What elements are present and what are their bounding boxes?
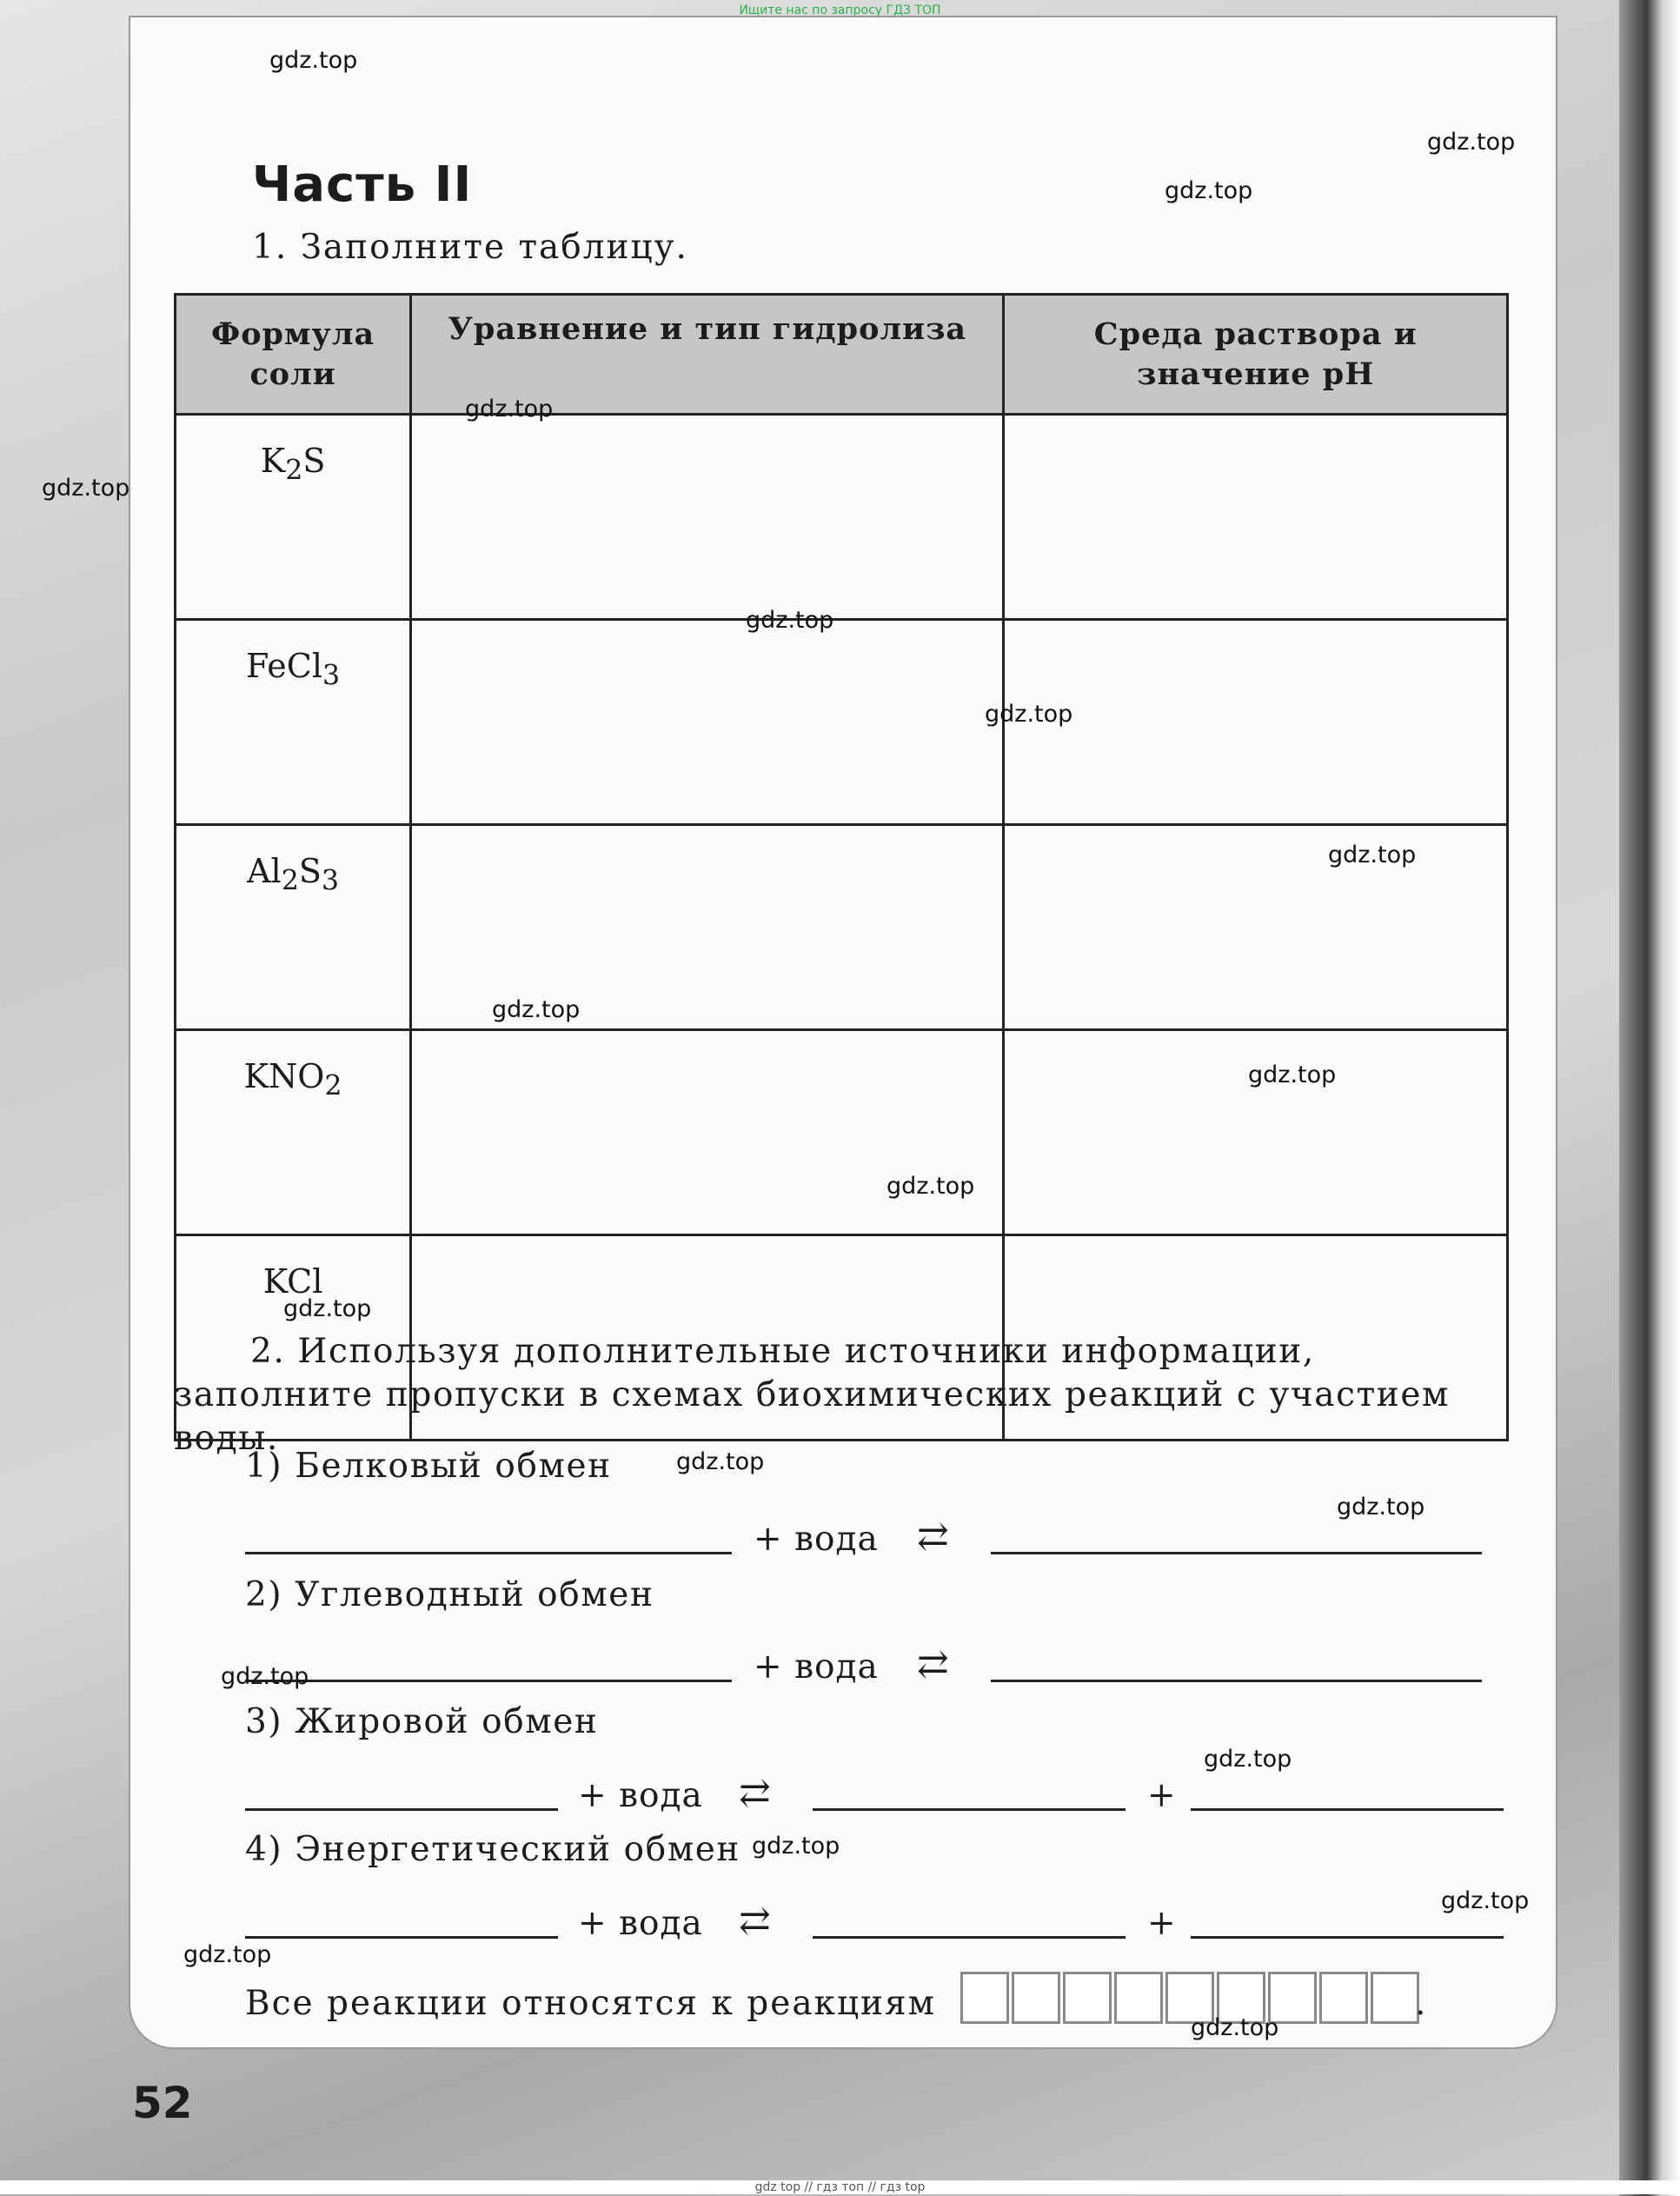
watermark: gdz.top	[886, 1173, 975, 1200]
plus-water: + вода	[754, 1520, 879, 1559]
formula-cell: $KNO_2$	[176, 1030, 411, 1235]
blank-product[interactable]	[813, 1936, 1126, 1939]
equation-cell[interactable]	[411, 620, 1004, 825]
formula-cell: $Al_2S_3$	[176, 825, 411, 1030]
book-spine	[1619, 0, 1680, 2196]
watermark: gdz.top	[1328, 842, 1417, 868]
blank-product[interactable]	[1191, 1936, 1504, 1939]
watermark: gdz.top	[42, 475, 130, 502]
blank-reactant[interactable]	[245, 1936, 558, 1939]
formula-cell: $K_2S$	[176, 415, 411, 620]
table-row	[176, 415, 1508, 620]
blank-reactant[interactable]	[245, 1680, 732, 1682]
final-period: .	[1415, 1984, 1426, 2023]
letter-cell[interactable]	[1319, 1972, 1368, 2024]
part-title: Часть II	[252, 156, 473, 213]
medium-cell[interactable]	[1004, 825, 1508, 1030]
task1-text: 1. Заполните таблицу.	[252, 228, 688, 267]
header-equation: Уравнение и тип гидролиза	[411, 295, 1004, 415]
watermark: gdz.top	[183, 1941, 272, 1968]
medium-cell[interactable]	[1004, 620, 1508, 825]
medium-cell[interactable]	[1004, 1030, 1508, 1235]
plus-water: + вода	[578, 1776, 703, 1815]
watermark: gdz.top	[1204, 1746, 1292, 1773]
formula-cell: FeCl$_3$	[176, 620, 411, 825]
letter-cell[interactable]	[1114, 1972, 1163, 2024]
equilibrium-arrow: ⇄	[917, 1642, 950, 1687]
formula-cell: KCl	[176, 1235, 411, 1441]
item-protein-metabolism: 1) Белковый обмен	[245, 1447, 612, 1486]
plus-sign: +	[1147, 1904, 1177, 1943]
item-energy-metabolism: 4) Энергетический обмен	[245, 1830, 741, 1869]
table-row	[176, 620, 1508, 825]
watermark: gdz.top	[1441, 1887, 1530, 1914]
blank-product[interactable]	[991, 1680, 1482, 1682]
letter-cell[interactable]	[1012, 1972, 1060, 2024]
table-row	[176, 825, 1508, 1030]
blank-reactant[interactable]	[245, 1808, 558, 1811]
watermark: gdz.top	[985, 701, 1073, 728]
blank-reactant[interactable]	[245, 1552, 732, 1554]
letter-cell[interactable]	[1063, 1972, 1112, 2024]
watermark: gdz.top	[746, 607, 834, 634]
watermark: gdz.top	[283, 1295, 372, 1322]
plus-sign: +	[1147, 1776, 1177, 1815]
plus-water: + вода	[754, 1647, 879, 1687]
plus-water: + вода	[578, 1904, 703, 1943]
letter-cell[interactable]	[960, 1972, 1009, 2024]
footer-note: gdz top // гдз топ // гдз top	[0, 2180, 1680, 2194]
medium-cell[interactable]	[1004, 415, 1508, 620]
watermark: gdz.top	[221, 1663, 309, 1690]
final-sentence: Все реакции относятся к реакциям	[245, 1984, 936, 2023]
equilibrium-arrow: ⇄	[739, 1899, 772, 1943]
equilibrium-arrow: ⇄	[739, 1771, 772, 1815]
header-medium: Среда раствора и значение pH	[1004, 295, 1508, 415]
watermark: gdz.top	[269, 47, 358, 74]
equation-cell[interactable]	[411, 1030, 1004, 1235]
table-header-row	[176, 295, 1508, 415]
header-note: Ищите нас по запросу ГДЗ ТОП	[739, 3, 941, 17]
hydrolysis-table	[174, 293, 1509, 1441]
header-formula: Формула соли	[176, 295, 411, 415]
blank-product[interactable]	[813, 1808, 1126, 1811]
item-carbohydrate-metabolism: 2) Углеводный обмен	[245, 1575, 654, 1614]
watermark: gdz.top	[752, 1833, 840, 1860]
watermark: gdz.top	[492, 996, 581, 1023]
watermark: gdz.top	[1337, 1494, 1425, 1521]
watermark: gdz.top	[1165, 177, 1253, 204]
task2-text: 2. Используя дополнительные источники информации, заполните пропуски в схемах биохимических реакций с участием воды.	[174, 1332, 1450, 1458]
item-fat-metabolism: 3) Жировой обмен	[245, 1702, 599, 1741]
blank-product[interactable]	[991, 1552, 1482, 1554]
watermark: gdz.top	[1427, 129, 1516, 156]
watermark: gdz.top	[1191, 2014, 1279, 2041]
table-row	[176, 1030, 1508, 1235]
blank-product[interactable]	[1191, 1808, 1504, 1811]
equation-cell[interactable]	[411, 415, 1004, 620]
page-number: 52	[132, 2078, 193, 2128]
watermark: gdz.top	[1248, 1061, 1337, 1088]
watermark: gdz.top	[465, 396, 554, 423]
watermark: gdz.top	[676, 1448, 765, 1475]
equilibrium-arrow: ⇄	[917, 1514, 950, 1559]
letter-cell[interactable]	[1371, 1972, 1419, 2024]
